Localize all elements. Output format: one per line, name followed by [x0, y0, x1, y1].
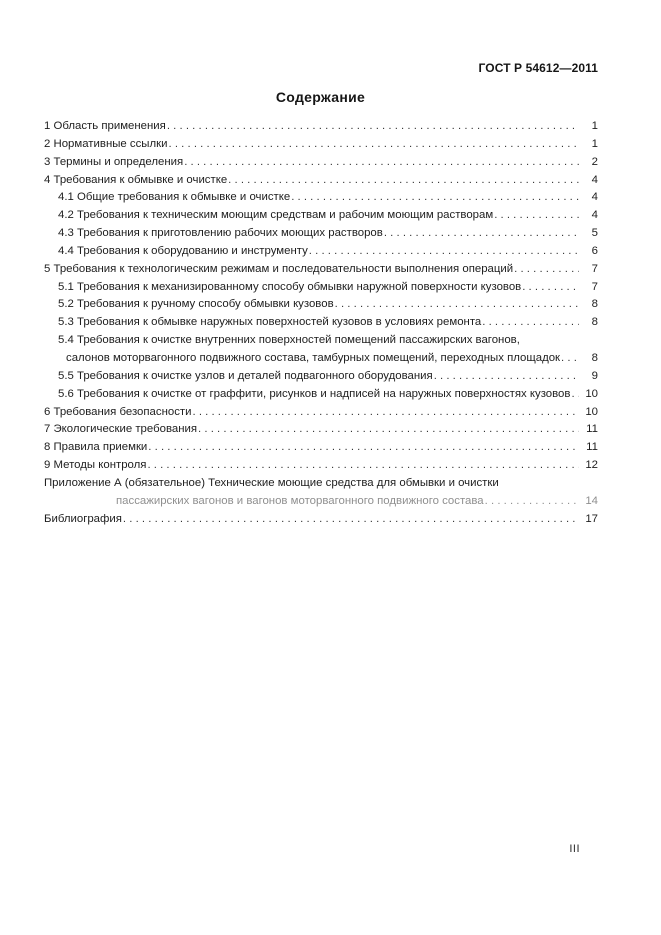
toc-entry-page-number: 7 [591, 280, 598, 293]
toc-entry-label: 7 Экологические требования [44, 423, 198, 436]
toc-entry [44, 207, 598, 225]
toc-entry [44, 296, 598, 314]
toc-entry [44, 172, 598, 190]
toc-entry-label: 6 Требования безопасности [44, 405, 192, 418]
page-number: III [569, 843, 580, 855]
toc-entry [44, 314, 598, 332]
dot-leader [485, 493, 579, 511]
toc-entry-page-number: 8 [591, 298, 598, 311]
toc-entry-label: 5.1 Требования к механизированному способу обмывки наружной поверхности кузовов [58, 280, 522, 293]
toc-entry [44, 154, 598, 172]
dot-leader [147, 457, 579, 475]
toc-entry-label: пассажирских вагонов и вагонов моторвагонного подвижного состава [116, 494, 484, 507]
dot-leader [169, 136, 580, 154]
dot-leader [494, 207, 579, 225]
toc-entry-page-number: 14 [585, 494, 598, 507]
toc-entry [44, 386, 598, 404]
toc-entry-page-number: 8 [591, 316, 598, 329]
toc-entry-page-number: 6 [591, 244, 598, 257]
toc-entry [44, 243, 598, 261]
dot-leader [384, 225, 579, 243]
toc-entry-page-number: 4 [591, 173, 598, 186]
dot-leader [148, 439, 579, 457]
toc-entry-page-number: 12 [585, 459, 598, 472]
toc-entry-label: 5.3 Требования к обмывке наружных поверхностей кузовов в условиях ремонта [58, 316, 482, 329]
toc-entry-label: 3 Термины и определения [44, 155, 184, 168]
toc-entry [44, 189, 598, 207]
dot-leader [309, 243, 579, 261]
toc-entry [44, 118, 598, 136]
toc-entry-page-number: 9 [591, 369, 598, 382]
dot-leader [571, 386, 579, 404]
toc-entry-label: 4.1 Общие требования к обмывке и очистке [58, 191, 291, 204]
dot-leader [123, 511, 579, 529]
toc-entry [44, 475, 598, 493]
toc-list [44, 118, 598, 528]
toc-entry [44, 493, 598, 511]
toc-entry-label: 4 Требования к обмывке и очистке [44, 173, 228, 186]
toc-entry [44, 511, 598, 529]
toc-entry [44, 136, 598, 154]
toc-entry-page-number: 4 [591, 191, 598, 204]
toc-entry-page-number: 5 [591, 227, 598, 240]
dot-leader [291, 189, 579, 207]
toc-entry-page-number: 17 [585, 512, 598, 525]
toc-entry [44, 332, 598, 350]
toc-entry [44, 279, 598, 297]
toc-entry-page-number: 4 [591, 209, 598, 222]
toc-entry-label: Приложение А (обязательное) Технические моющие средства для обмывки и очистки [44, 476, 499, 489]
toc-entry-page-number: 1 [591, 137, 598, 150]
toc-entry-label: 5.6 Требования к очистке от граффити, рисунков и надписей на наружных поверхностях кузовов [58, 387, 571, 400]
toc-entry-label: 5.4 Требования к очистке внутренних поверхностей помещений пассажирских вагонов, [58, 334, 520, 347]
dot-leader [561, 350, 579, 368]
toc-entry-label: салонов моторвагонного подвижного состава, тамбурных помещений, переходных площадок [66, 351, 561, 364]
toc-entry-page-number: 7 [591, 262, 598, 275]
document-code-header: ГОСТ Р 54612—2011 [478, 61, 598, 75]
toc-entry-label: 4.2 Требования к техническим моющим средствам и рабочим моющим растворам [58, 209, 494, 222]
dot-leader [198, 421, 579, 439]
dot-leader [228, 172, 579, 190]
toc-entry-label: Библиография [44, 512, 122, 525]
toc-title: Содержание [275, 89, 366, 105]
toc-entry-label: 2 Нормативные ссылки [44, 137, 168, 150]
toc-entry [44, 457, 598, 475]
toc-entry-page-number: 10 [585, 387, 598, 400]
toc-entry [44, 404, 598, 422]
toc-entry-label: 8 Правила приемки [44, 441, 148, 454]
toc-entry-label: 5.5 Требования к очистке узлов и деталей подвагонного оборудования [58, 369, 433, 382]
dot-leader [522, 279, 579, 297]
toc-entry-label: 9 Методы контроля [44, 459, 147, 472]
toc-entry-label: 4.3 Требования к приготовлению рабочих моющих растворов [58, 227, 383, 240]
toc-entry-page-number: 11 [586, 423, 598, 436]
toc-entry-label: 1 Область применения [44, 120, 166, 132]
toc-entry-page-number: 11 [586, 441, 598, 454]
dot-leader [482, 314, 579, 332]
toc-entry-page-number: 2 [591, 155, 598, 168]
dot-leader [514, 261, 579, 279]
dot-leader [335, 296, 579, 314]
dot-leader [184, 154, 579, 172]
dot-leader [434, 368, 579, 386]
toc-entry-label: 5 Требования к технологическим режимам и последовательности выполнения операций [44, 262, 514, 275]
toc-entry-page-number: 8 [591, 351, 598, 364]
toc-entry-page-number: 1 [591, 120, 598, 132]
toc-entry [44, 350, 598, 368]
toc-entry-label: 5.2 Требования к ручному способу обмывки кузовов [58, 298, 334, 311]
toc-entry-label: 4.4 Требования к оборудованию и инструменту [58, 244, 308, 257]
toc-entry [44, 225, 598, 243]
toc-entry-page-number: 10 [585, 405, 598, 418]
toc-entry [44, 261, 598, 279]
toc-entry [44, 421, 598, 439]
toc-entry [44, 439, 598, 457]
toc-entry [44, 368, 598, 386]
dot-leader [167, 118, 579, 136]
dot-leader [192, 404, 579, 422]
